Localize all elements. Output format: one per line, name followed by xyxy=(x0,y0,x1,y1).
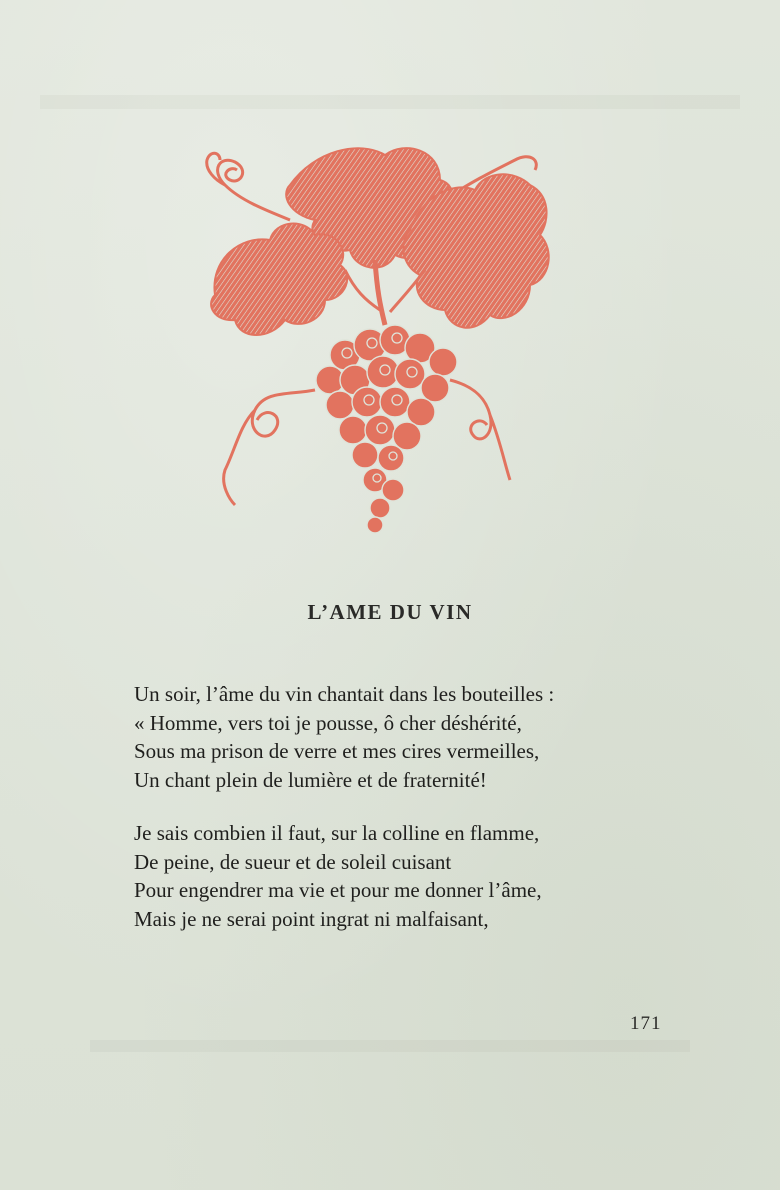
grape-vine-icon xyxy=(195,140,555,540)
poem-body xyxy=(134,680,694,958)
verse-line: De peine, de sueur et de soleil cuisant xyxy=(134,849,452,874)
show-through-decoration xyxy=(40,95,740,109)
verse-line: Un soir, l’âme du vin chantait dans les bouteilles : xyxy=(134,682,555,706)
verse-line: « Homme, vers toi je pousse, ô cher déshérité, xyxy=(134,710,522,735)
verse-line: Mais je ne serai point ingrat ni malfaisant, xyxy=(134,906,489,931)
poem-title: L’AME DU VIN xyxy=(307,600,473,624)
show-through-decoration xyxy=(90,1040,690,1052)
verse-line: Pour engendrer ma vie et pour me donner l’âme, xyxy=(134,878,542,902)
verse-line: Un chant plein de lumière et de fraternité! xyxy=(134,767,487,792)
page-number: 171 xyxy=(630,1013,662,1034)
stanza xyxy=(134,680,694,794)
verse-line: Sous ma prison de verre et mes cires vermeilles, xyxy=(134,739,540,763)
verse-line: Je sais combien il faut, sur la colline en flamme, xyxy=(134,821,540,845)
stanza xyxy=(134,819,694,933)
